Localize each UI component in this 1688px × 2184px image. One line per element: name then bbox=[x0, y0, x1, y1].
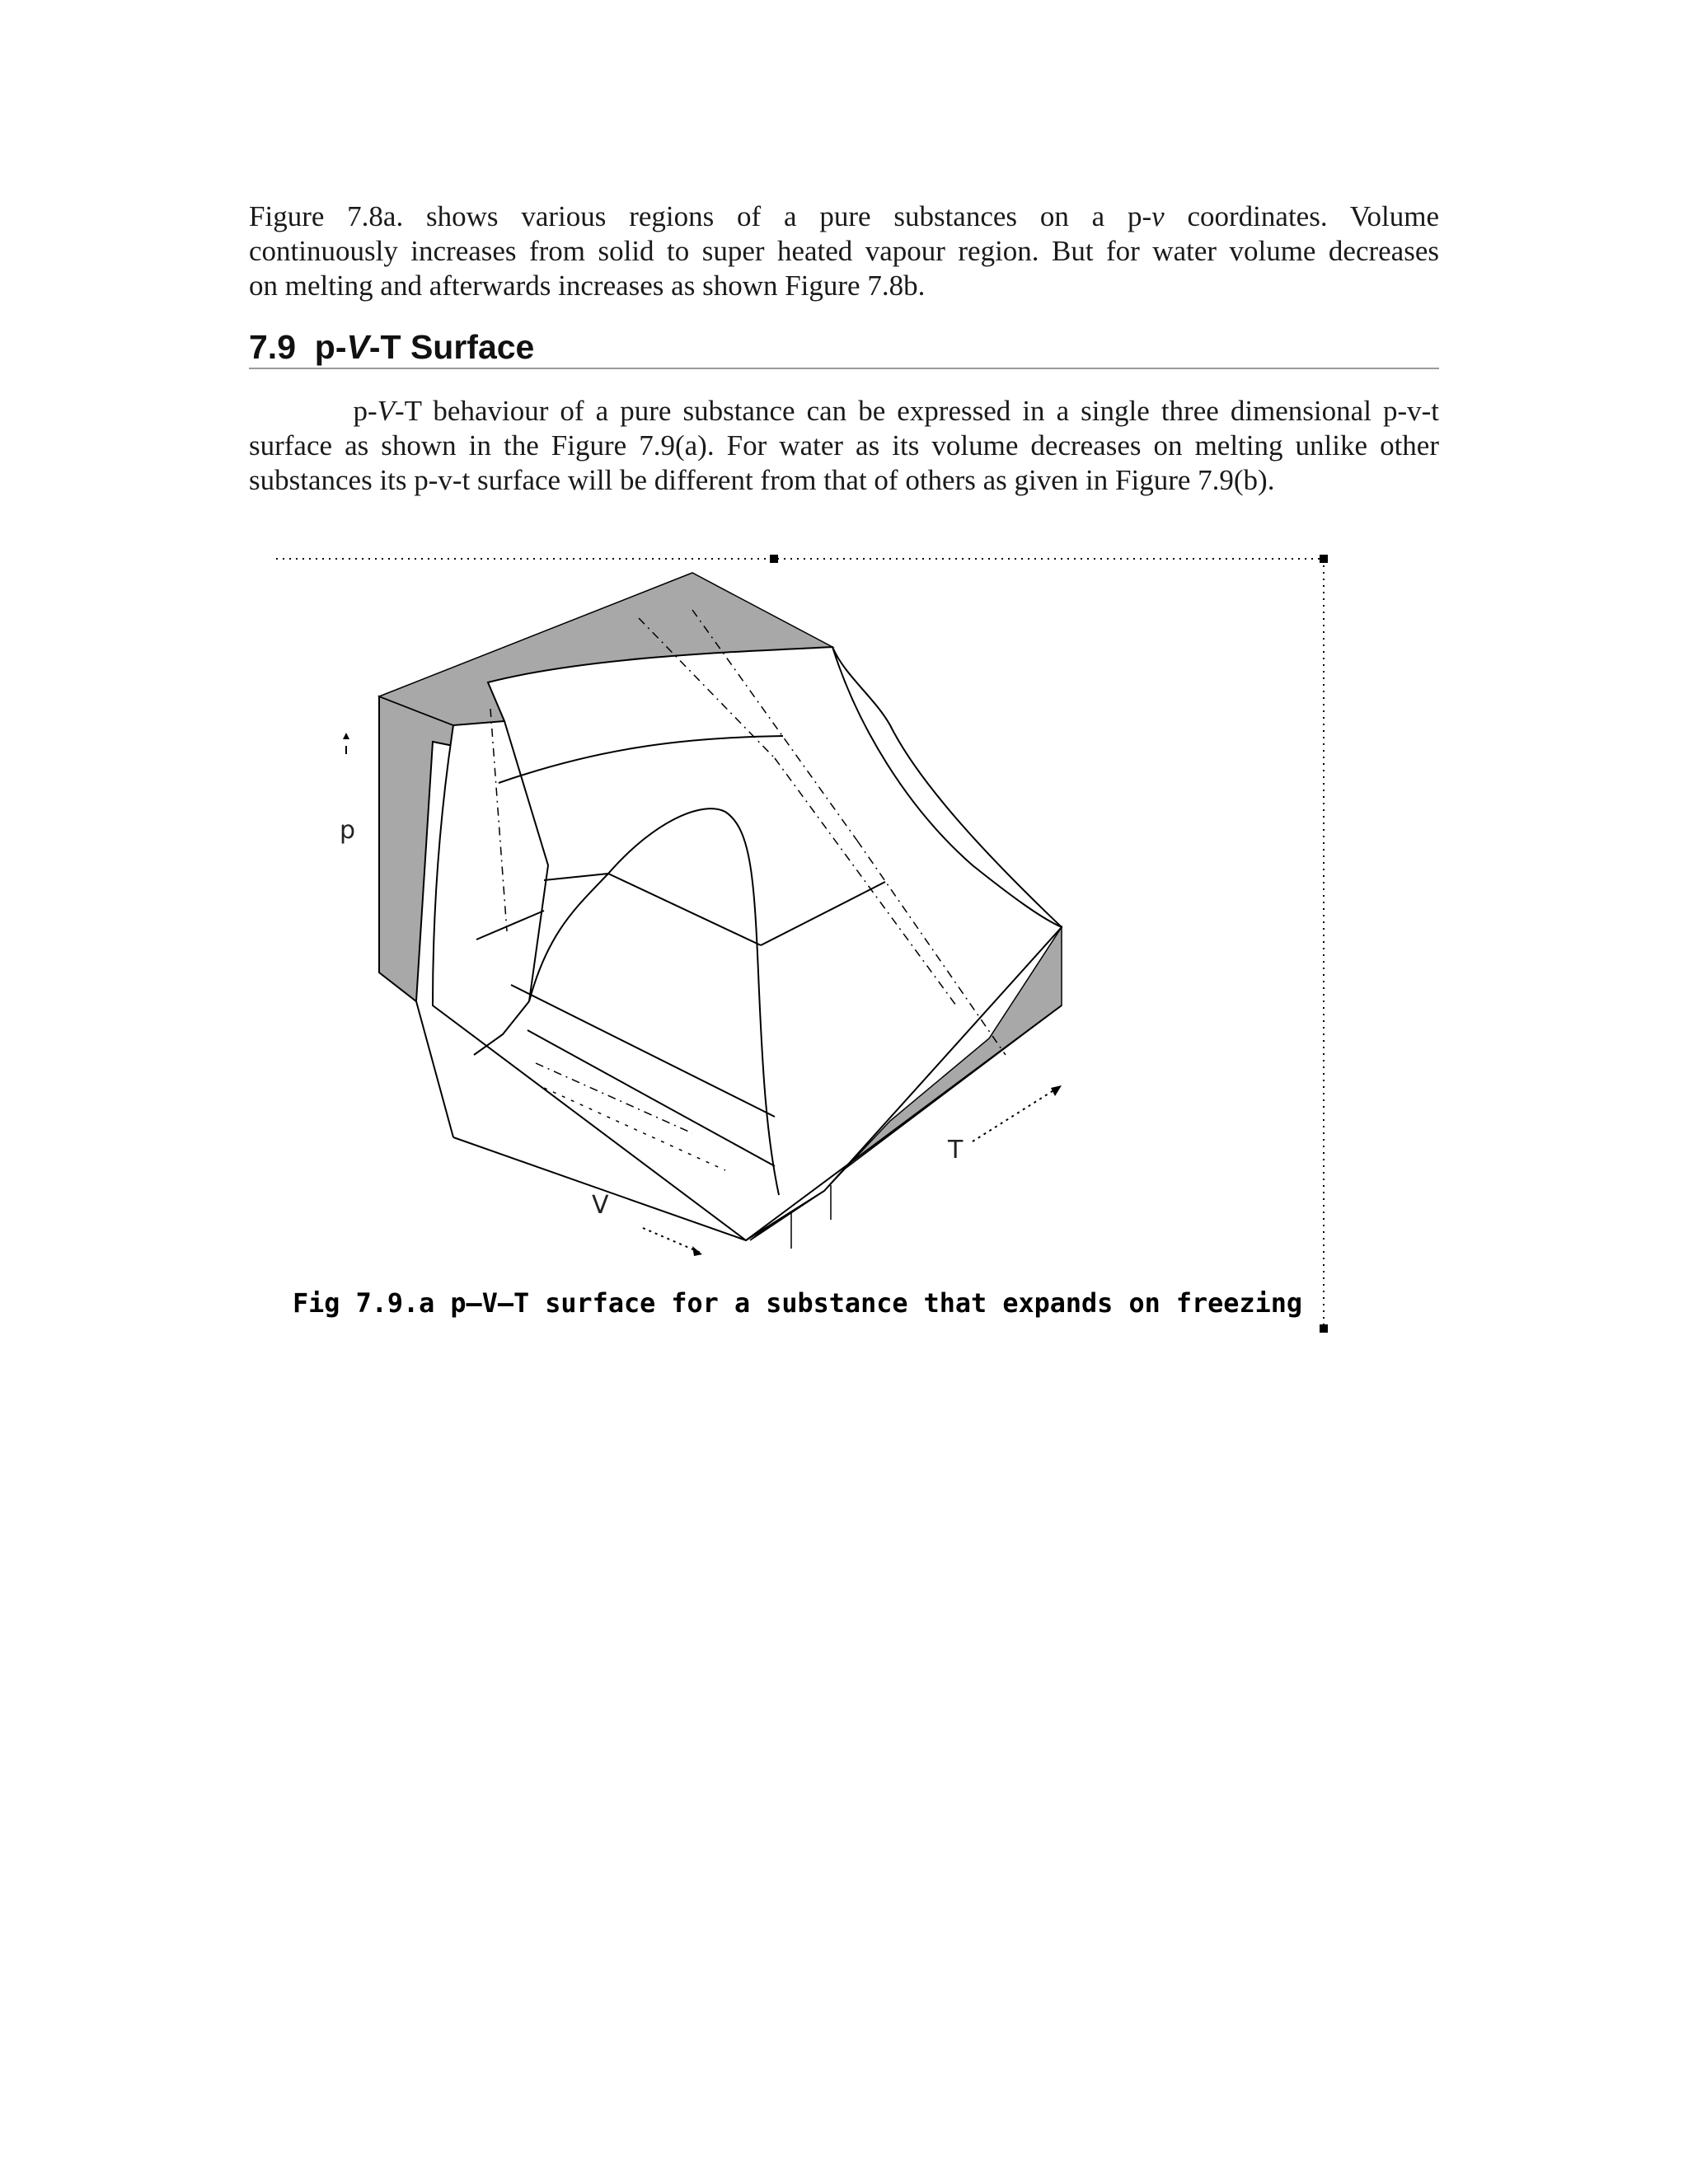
section-heading bbox=[249, 326, 1439, 369]
heading-text: -T Surface bbox=[368, 328, 535, 366]
front-left-edge bbox=[416, 1001, 453, 1137]
v-axis-arrow bbox=[643, 1228, 701, 1253]
text-run: p- bbox=[353, 395, 377, 427]
resize-handle-top-right[interactable] bbox=[1320, 555, 1328, 563]
resize-handle-bottom-right[interactable] bbox=[1320, 1324, 1328, 1333]
paragraph-line bbox=[249, 394, 1439, 429]
section-number: 7.9 bbox=[249, 328, 296, 366]
paragraph-line: on melting and afterwards increases as shown Figure 7.8b. bbox=[249, 269, 926, 302]
italic-symbol: v bbox=[1151, 200, 1165, 232]
paragraph-line: substances its p-v-t surface will be different from that of others as given in Figure 7.9(b). bbox=[249, 464, 1275, 496]
v-axis-label: V bbox=[592, 1191, 609, 1220]
p-axis-arrowhead bbox=[343, 733, 349, 739]
text-run: Figure 7.8a. shows various regions of a pure substances on a p- bbox=[249, 200, 1152, 232]
paragraph-line bbox=[249, 199, 1439, 234]
heading-text: p- bbox=[314, 328, 347, 366]
heading-italic-symbol: V bbox=[346, 328, 369, 366]
text-run: -T behaviour of a pure substance can be expressed in a single three dimensional p-v-t bbox=[394, 395, 1439, 427]
figure-caption: Fig 7.9.a p–V–T surface for a substance that expands on freezing bbox=[293, 1287, 1302, 1319]
paragraph-pvt-behaviour bbox=[249, 394, 1439, 498]
t-axis-label: T bbox=[948, 1136, 964, 1165]
v-axis-arrowhead bbox=[692, 1246, 702, 1256]
resize-handle-top[interactable] bbox=[770, 555, 778, 563]
italic-symbol: V bbox=[377, 395, 395, 427]
text-run: coordinates. Volume bbox=[1164, 200, 1439, 232]
pvt-surface-diagram bbox=[264, 544, 1335, 1335]
t-axis-arrow bbox=[973, 1090, 1055, 1141]
p-axis-label: p bbox=[340, 816, 356, 845]
paragraph-line: surface as shown in the Figure 7.9(a). For water as its volume decreases on melting unlike other bbox=[249, 429, 1439, 462]
t-axis-arrowhead bbox=[1051, 1085, 1062, 1096]
paragraph-line: continuously increases from solid to super heated vapour region. But for water volume decreases bbox=[249, 235, 1439, 267]
paragraph-pv-regions bbox=[249, 199, 1439, 303]
figure-pvt-surface[interactable] bbox=[264, 544, 1335, 1335]
